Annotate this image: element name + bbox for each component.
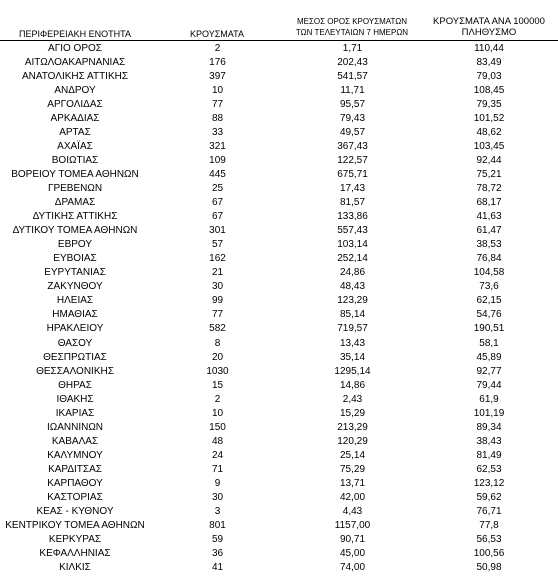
table-row	[0, 420, 558, 434]
cell-cases: 582	[209, 323, 226, 335]
cell-7day-average: 541,57	[337, 70, 368, 82]
cell-cases-per-100000: 92,77	[476, 365, 502, 377]
table-row	[0, 252, 558, 266]
cell-cases: 10	[211, 84, 224, 96]
cell-region: ΙΚΑΡΙΑΣ	[55, 407, 95, 419]
header-7day-average-line2: ΤΩΝ ΤΕΛΕΥΤΑΙΩΝ 7 ΗΜΕΡΩΝ	[295, 28, 409, 37]
table-row	[0, 238, 558, 252]
cell-cases: 21	[211, 267, 224, 279]
cell-region: ΚΑΣΤΟΡΙΑΣ	[47, 492, 103, 504]
cell-cases-per-100000: 190,51	[473, 323, 505, 335]
cell-region: ΕΥΒΟΙΑΣ	[53, 253, 97, 265]
table-row	[0, 294, 558, 308]
cell-cases: 321	[209, 140, 226, 152]
cell-7day-average: 14,86	[339, 379, 366, 391]
cell-cases: 71	[211, 463, 224, 475]
table-row	[0, 378, 558, 392]
table-row	[0, 322, 558, 336]
cell-region: ΚΑΒΑΛΑΣ	[51, 435, 99, 447]
cell-7day-average: 25,14	[339, 449, 366, 461]
table-row	[0, 280, 558, 294]
cell-cases-per-100000: 110,44	[474, 42, 504, 54]
cell-cases-per-100000: 78,72	[476, 182, 502, 194]
cell-cases-per-100000: 92,44	[476, 154, 502, 166]
table-row	[0, 491, 558, 505]
table-row	[0, 111, 558, 125]
cell-cases: 801	[209, 520, 226, 532]
cell-cases: 150	[209, 421, 226, 433]
table-row	[0, 266, 558, 280]
cell-cases-per-100000: 83,49	[476, 56, 502, 68]
cell-cases: 162	[209, 253, 226, 265]
cell-cases: 24	[211, 449, 224, 461]
cell-cases: 397	[209, 70, 226, 82]
cell-region: ΑΓΙΟ ΟΡΟΣ	[48, 42, 102, 54]
table-row	[0, 448, 558, 462]
cell-region: ΙΩΑΝΝΙΝΩΝ	[46, 421, 104, 433]
cell-cases-per-100000: 45,89	[476, 351, 502, 363]
cell-7day-average: 103,14	[337, 239, 368, 251]
cell-region: ΘΕΣΠΡΩΤΙΑΣ	[43, 351, 107, 363]
cell-cases-per-100000: 123,12	[473, 477, 505, 489]
cell-7day-average: 133,86	[337, 211, 368, 223]
cell-cases: 99	[211, 295, 224, 307]
cell-cases: 33	[211, 126, 224, 138]
header-region: ΠΕΡΙΦΕΡΕΙΑΚΗ ΕΝΟΤΗΤΑ	[18, 29, 132, 39]
cell-cases-per-100000: 62,15	[476, 295, 502, 307]
cell-region: ΚΑΡΔΙΤΣΑΣ	[48, 463, 102, 475]
table-row	[0, 505, 558, 519]
cell-7day-average: 1,71	[342, 42, 363, 54]
cell-cases-per-100000: 79,35	[476, 98, 502, 110]
cell-region: ΑΙΤΩΛΟΑΚΑΡΝΑΝΙΑΣ	[24, 56, 126, 68]
cell-cases-per-100000: 50,98	[476, 562, 502, 574]
cell-cases-per-100000: 104,58	[473, 267, 505, 279]
cell-cases-per-100000: 79,03	[476, 70, 502, 82]
cell-region: ΑΝΔΡΟΥ	[54, 84, 96, 96]
cell-region: ΕΒΡΟΥ	[57, 239, 93, 251]
table-row	[0, 350, 558, 364]
header-cases-per-100000-line2: ΠΛΗΘΥΣΜΟ	[461, 27, 517, 38]
cell-cases: 67	[211, 197, 224, 209]
cell-cases: 88	[211, 112, 224, 124]
cell-cases-per-100000: 48,62	[476, 126, 502, 138]
table-row	[0, 167, 558, 181]
cell-7day-average: 42,00	[339, 492, 366, 504]
cell-7day-average: 81,57	[339, 197, 366, 209]
table-row	[0, 519, 558, 533]
cell-cases: 30	[211, 281, 224, 293]
table-row	[0, 196, 558, 210]
cell-7day-average: 79,43	[339, 112, 366, 124]
table-row	[0, 181, 558, 195]
cell-region: ΑΡΓΟΛΙΔΑΣ	[47, 98, 103, 110]
cell-region: ΚΕΦΑΛΛΗΝΙΑΣ	[39, 548, 111, 560]
cell-cases: 301	[209, 225, 226, 237]
table-header	[0, 0, 558, 40]
cell-cases-per-100000: 38,43	[476, 435, 502, 447]
cell-cases-per-100000: 61,9	[479, 393, 499, 405]
cell-7day-average: 252,14	[337, 253, 368, 265]
cell-region: ΚΕΡΚΥΡΑΣ	[48, 534, 102, 546]
cell-region: ΘΑΣΟΥ	[57, 337, 93, 349]
cell-cases-per-100000: 77,8	[479, 520, 499, 532]
cell-7day-average: 15,29	[339, 407, 366, 419]
cell-cases-per-100000: 41,63	[476, 211, 502, 223]
cell-cases: 9	[214, 477, 221, 489]
cell-7day-average: 95,57	[339, 98, 366, 110]
cell-7day-average: 2,43	[342, 393, 363, 405]
cell-region: ΗΛΕΙΑΣ	[56, 295, 94, 307]
cell-7day-average: 35,14	[339, 351, 366, 363]
cell-cases: 15	[211, 379, 224, 391]
cell-7day-average: 13,43	[339, 337, 366, 349]
cell-region: ΗΡΑΚΛΕΙΟΥ	[46, 323, 104, 335]
cell-cases: 3	[214, 506, 221, 518]
cell-cases: 57	[211, 239, 224, 251]
cell-7day-average: 122,57	[337, 154, 368, 166]
cell-cases: 1030	[206, 365, 229, 377]
cell-region: ΑΡΚΑΔΙΑΣ	[50, 112, 100, 124]
header-cases: ΚΡΟΥΣΜΑΤΑ	[190, 29, 244, 39]
cell-cases-per-100000: 59,62	[476, 492, 502, 504]
cell-cases: 77	[211, 309, 224, 321]
table-row	[0, 364, 558, 378]
cell-cases: 36	[211, 548, 224, 560]
cell-region: ΗΜΑΘΙΑΣ	[52, 309, 98, 321]
cell-region: ΘΕΣΣΑΛΟΝΙΚΗΣ	[36, 365, 114, 377]
table-row	[0, 434, 558, 448]
cell-cases-per-100000: 62,53	[476, 463, 502, 475]
cell-region: ΑΧΑΪΑΣ	[57, 140, 93, 152]
table-row	[0, 153, 558, 167]
table-row	[0, 308, 558, 322]
cell-cases-per-100000: 100,56	[473, 548, 505, 560]
cell-cases-per-100000: 56,53	[476, 534, 502, 546]
cell-7day-average: 24,86	[339, 267, 366, 279]
cell-cases: 59	[211, 534, 224, 546]
cell-7day-average: 120,29	[337, 435, 368, 447]
cell-7day-average: 49,57	[339, 126, 366, 138]
cell-7day-average: 90,71	[339, 534, 366, 546]
cell-region: ΚΑΡΠΑΘΟΥ	[47, 477, 103, 489]
cell-region: ΕΥΡΥΤΑΝΙΑΣ	[44, 267, 106, 279]
cell-7day-average: 202,43	[337, 56, 368, 68]
cell-region: ΔΥΤΙΚΟΥ ΤΟΜΕΑ ΑΘΗΝΩΝ	[12, 225, 138, 237]
cell-cases: 25	[211, 182, 224, 194]
cell-7day-average: 75,29	[339, 463, 366, 475]
cell-region: ΚΕΑΣ - ΚΥΘΝΟΥ	[36, 506, 114, 518]
cell-region: ΚΙΛΚΙΣ	[59, 562, 91, 574]
cell-region: ΚΑΛΥΜΝΟΥ	[47, 449, 103, 461]
cell-7day-average: 675,71	[337, 168, 368, 180]
cell-cases-per-100000: 89,34	[476, 421, 502, 433]
cell-7day-average: 85,14	[339, 309, 366, 321]
cell-region: ΑΡΤΑΣ	[59, 126, 91, 138]
cell-cases-per-100000: 73,6	[479, 281, 499, 293]
data-table	[0, 41, 558, 575]
cell-region: ΒΟΙΩΤΙΑΣ	[51, 154, 99, 166]
cell-cases-per-100000: 76,71	[476, 506, 502, 518]
table-row	[0, 392, 558, 406]
table-body	[0, 41, 558, 575]
cell-cases: 77	[211, 98, 224, 110]
table-row	[0, 561, 558, 575]
cell-cases: 176	[209, 56, 226, 68]
cell-cases: 109	[209, 154, 226, 166]
table-row	[0, 69, 558, 83]
table-row	[0, 476, 558, 490]
cell-cases-per-100000: 81,49	[476, 449, 502, 461]
cell-cases: 8	[214, 337, 221, 349]
cell-cases-per-100000: 61,47	[476, 225, 502, 237]
header-cases-per-100000	[420, 16, 558, 38]
cell-cases: 41	[211, 562, 224, 574]
table-row	[0, 462, 558, 476]
cell-region: ΚΕΝΤΡΙΚΟΥ ΤΟΜΕΑ ΑΘΗΝΩΝ	[5, 520, 145, 532]
cell-7day-average: 1157,00	[334, 520, 371, 532]
cell-region: ΖΑΚΥΝΘΟΥ	[47, 281, 103, 293]
table-row	[0, 547, 558, 561]
cell-region: ΓΡΕΒΕΝΩΝ	[47, 182, 103, 194]
cell-region: ΒΟΡΕΙΟΥ ΤΟΜΕΑ ΑΘΗΝΩΝ	[11, 168, 139, 180]
cell-cases: 2	[214, 393, 221, 405]
cell-7day-average: 45,00	[339, 548, 366, 560]
table-row	[0, 139, 558, 153]
header-cases-per-100000-line1: ΚΡΟΥΣΜΑΤΑ ΑΝΑ 100000	[433, 16, 545, 27]
table-row	[0, 97, 558, 111]
table-row	[0, 406, 558, 420]
cell-cases: 48	[211, 435, 224, 447]
cell-7day-average: 48,43	[339, 281, 366, 293]
cell-cases: 10	[211, 407, 224, 419]
table-row	[0, 83, 558, 97]
table-row	[0, 533, 558, 547]
cell-7day-average: 1295,14	[334, 365, 371, 377]
cell-7day-average: 367,43	[337, 140, 368, 152]
cell-7day-average: 13,71	[339, 477, 366, 489]
header-7day-average-line1: ΜΕΣΟΣ ΟΡΟΣ ΚΡΟΥΣΜΑΤΩΝ	[296, 17, 408, 26]
header-7day-average	[282, 16, 422, 38]
table-row	[0, 125, 558, 139]
cell-cases: 30	[211, 492, 224, 504]
cell-cases-per-100000: 108,45	[473, 84, 505, 96]
cell-cases: 20	[211, 351, 224, 363]
table-row	[0, 55, 558, 69]
cell-7day-average: 74,00	[339, 562, 366, 574]
cell-cases-per-100000: 103,45	[473, 140, 505, 152]
cell-cases-per-100000: 54,76	[476, 309, 502, 321]
cell-region: ΑΝΑΤΟΛΙΚΗΣ ΑΤΤΙΚΗΣ	[21, 70, 129, 82]
cell-7day-average: 213,29	[337, 421, 368, 433]
table-row	[0, 224, 558, 238]
cell-cases: 445	[209, 168, 226, 180]
cell-region: ΙΘΑΚΗΣ	[56, 393, 94, 405]
cell-cases: 2	[214, 42, 221, 54]
cell-cases-per-100000: 76,84	[476, 253, 502, 265]
cell-region: ΔΡΑΜΑΣ	[54, 197, 96, 209]
cell-7day-average: 557,43	[337, 225, 368, 237]
cell-cases-per-100000: 38,53	[476, 239, 502, 251]
cell-cases-per-100000: 79,44	[476, 379, 502, 391]
cell-cases-per-100000: 75,21	[476, 168, 502, 180]
cell-7day-average: 11,71	[340, 84, 365, 96]
cell-7day-average: 719,57	[337, 323, 368, 335]
cell-cases-per-100000: 68,17	[476, 197, 502, 209]
cell-cases-per-100000: 101,19	[473, 407, 505, 419]
cell-cases-per-100000: 58,1	[479, 337, 499, 349]
cell-region: ΔΥΤΙΚΗΣ ΑΤΤΙΚΗΣ	[32, 211, 118, 223]
cell-region: ΘΗΡΑΣ	[58, 379, 92, 391]
cell-cases-per-100000: 101,52	[473, 112, 505, 124]
cell-7day-average: 4,43	[342, 506, 363, 518]
cell-cases: 67	[211, 211, 224, 223]
cell-7day-average: 123,29	[337, 295, 368, 307]
table-row	[0, 210, 558, 224]
cell-7day-average: 17,43	[339, 182, 366, 194]
table-row	[0, 336, 558, 350]
table-row	[0, 41, 558, 55]
